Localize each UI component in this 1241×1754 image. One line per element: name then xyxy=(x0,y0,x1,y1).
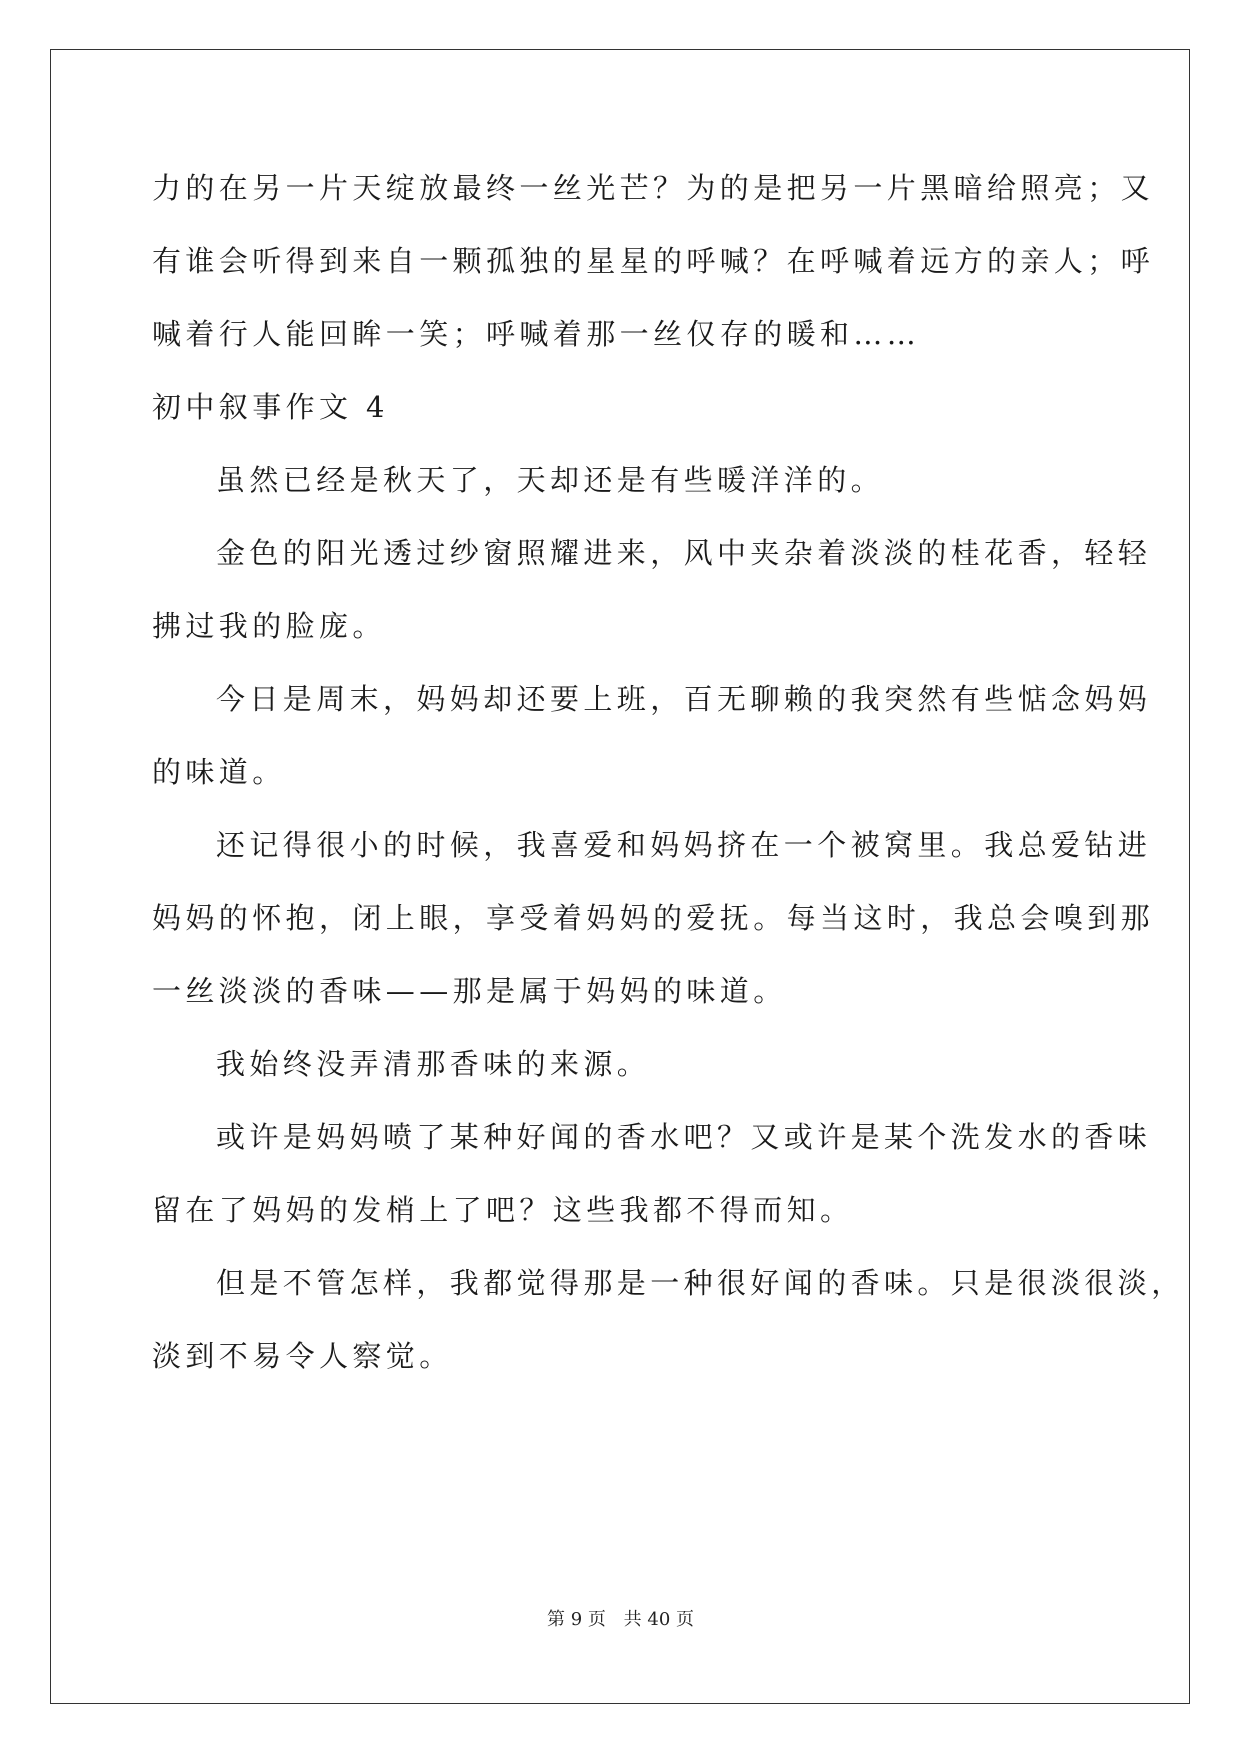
text-line: 的味道。 xyxy=(152,755,286,789)
text-line: 力的在另一片天绽放最终一丝光芒？为的是把另一片黑暗给照亮；又 xyxy=(152,171,1155,205)
text-line: 留在了妈妈的发梢上了吧？这些我都不得而知。 xyxy=(152,1193,854,1227)
page-footer xyxy=(0,1605,1241,1631)
page-number-total: 共 40 页 xyxy=(623,1609,694,1630)
text-line: 淡到不易令人察觉。 xyxy=(152,1339,453,1373)
paragraph-line: 还记得很小的时候，我喜爱和妈妈挤在一个被窝里。我总爱钻进 xyxy=(216,828,1152,862)
paragraph-line: 我始终没弄清那香味的来源。 xyxy=(216,1047,651,1081)
paragraph-line: 虽然已经是秋天了，天却还是有些暖洋洋的。 xyxy=(216,463,885,497)
page-number-current: 第 9 页 xyxy=(547,1609,606,1630)
text-line: 喊着行人能回眸一笑；呼喊着那一丝仅存的暖和…… xyxy=(152,317,921,351)
paragraph-line: 今日是周末，妈妈却还要上班，百无聊赖的我突然有些惦念妈妈 xyxy=(216,682,1152,716)
page-border xyxy=(50,49,1190,1704)
text-line: 拂过我的脸庞。 xyxy=(152,609,386,643)
paragraph-line: 金色的阳光透过纱窗照耀进来，风中夹杂着淡淡的桂花香，轻轻 xyxy=(216,536,1152,570)
paragraph-line: 或许是妈妈喷了某种好闻的香水吧？又或许是某个洗发水的香味 xyxy=(216,1120,1152,1154)
paragraph-line: 但是不管怎样，我都觉得那是一种很好闻的香味。只是很淡很淡， xyxy=(216,1266,1185,1300)
text-line: 妈妈的怀抱，闭上眼，享受着妈妈的爱抚。每当这时，我总会嗅到那 xyxy=(152,901,1155,935)
text-line: 一丝淡淡的香味——那是属于妈妈的味道。 xyxy=(152,974,787,1008)
section-heading: 初中叙事作文 4 xyxy=(152,390,389,424)
text-line: 有谁会听得到来自一颗孤独的星星的呼喊？在呼喊着远方的亲人；呼 xyxy=(152,244,1155,278)
